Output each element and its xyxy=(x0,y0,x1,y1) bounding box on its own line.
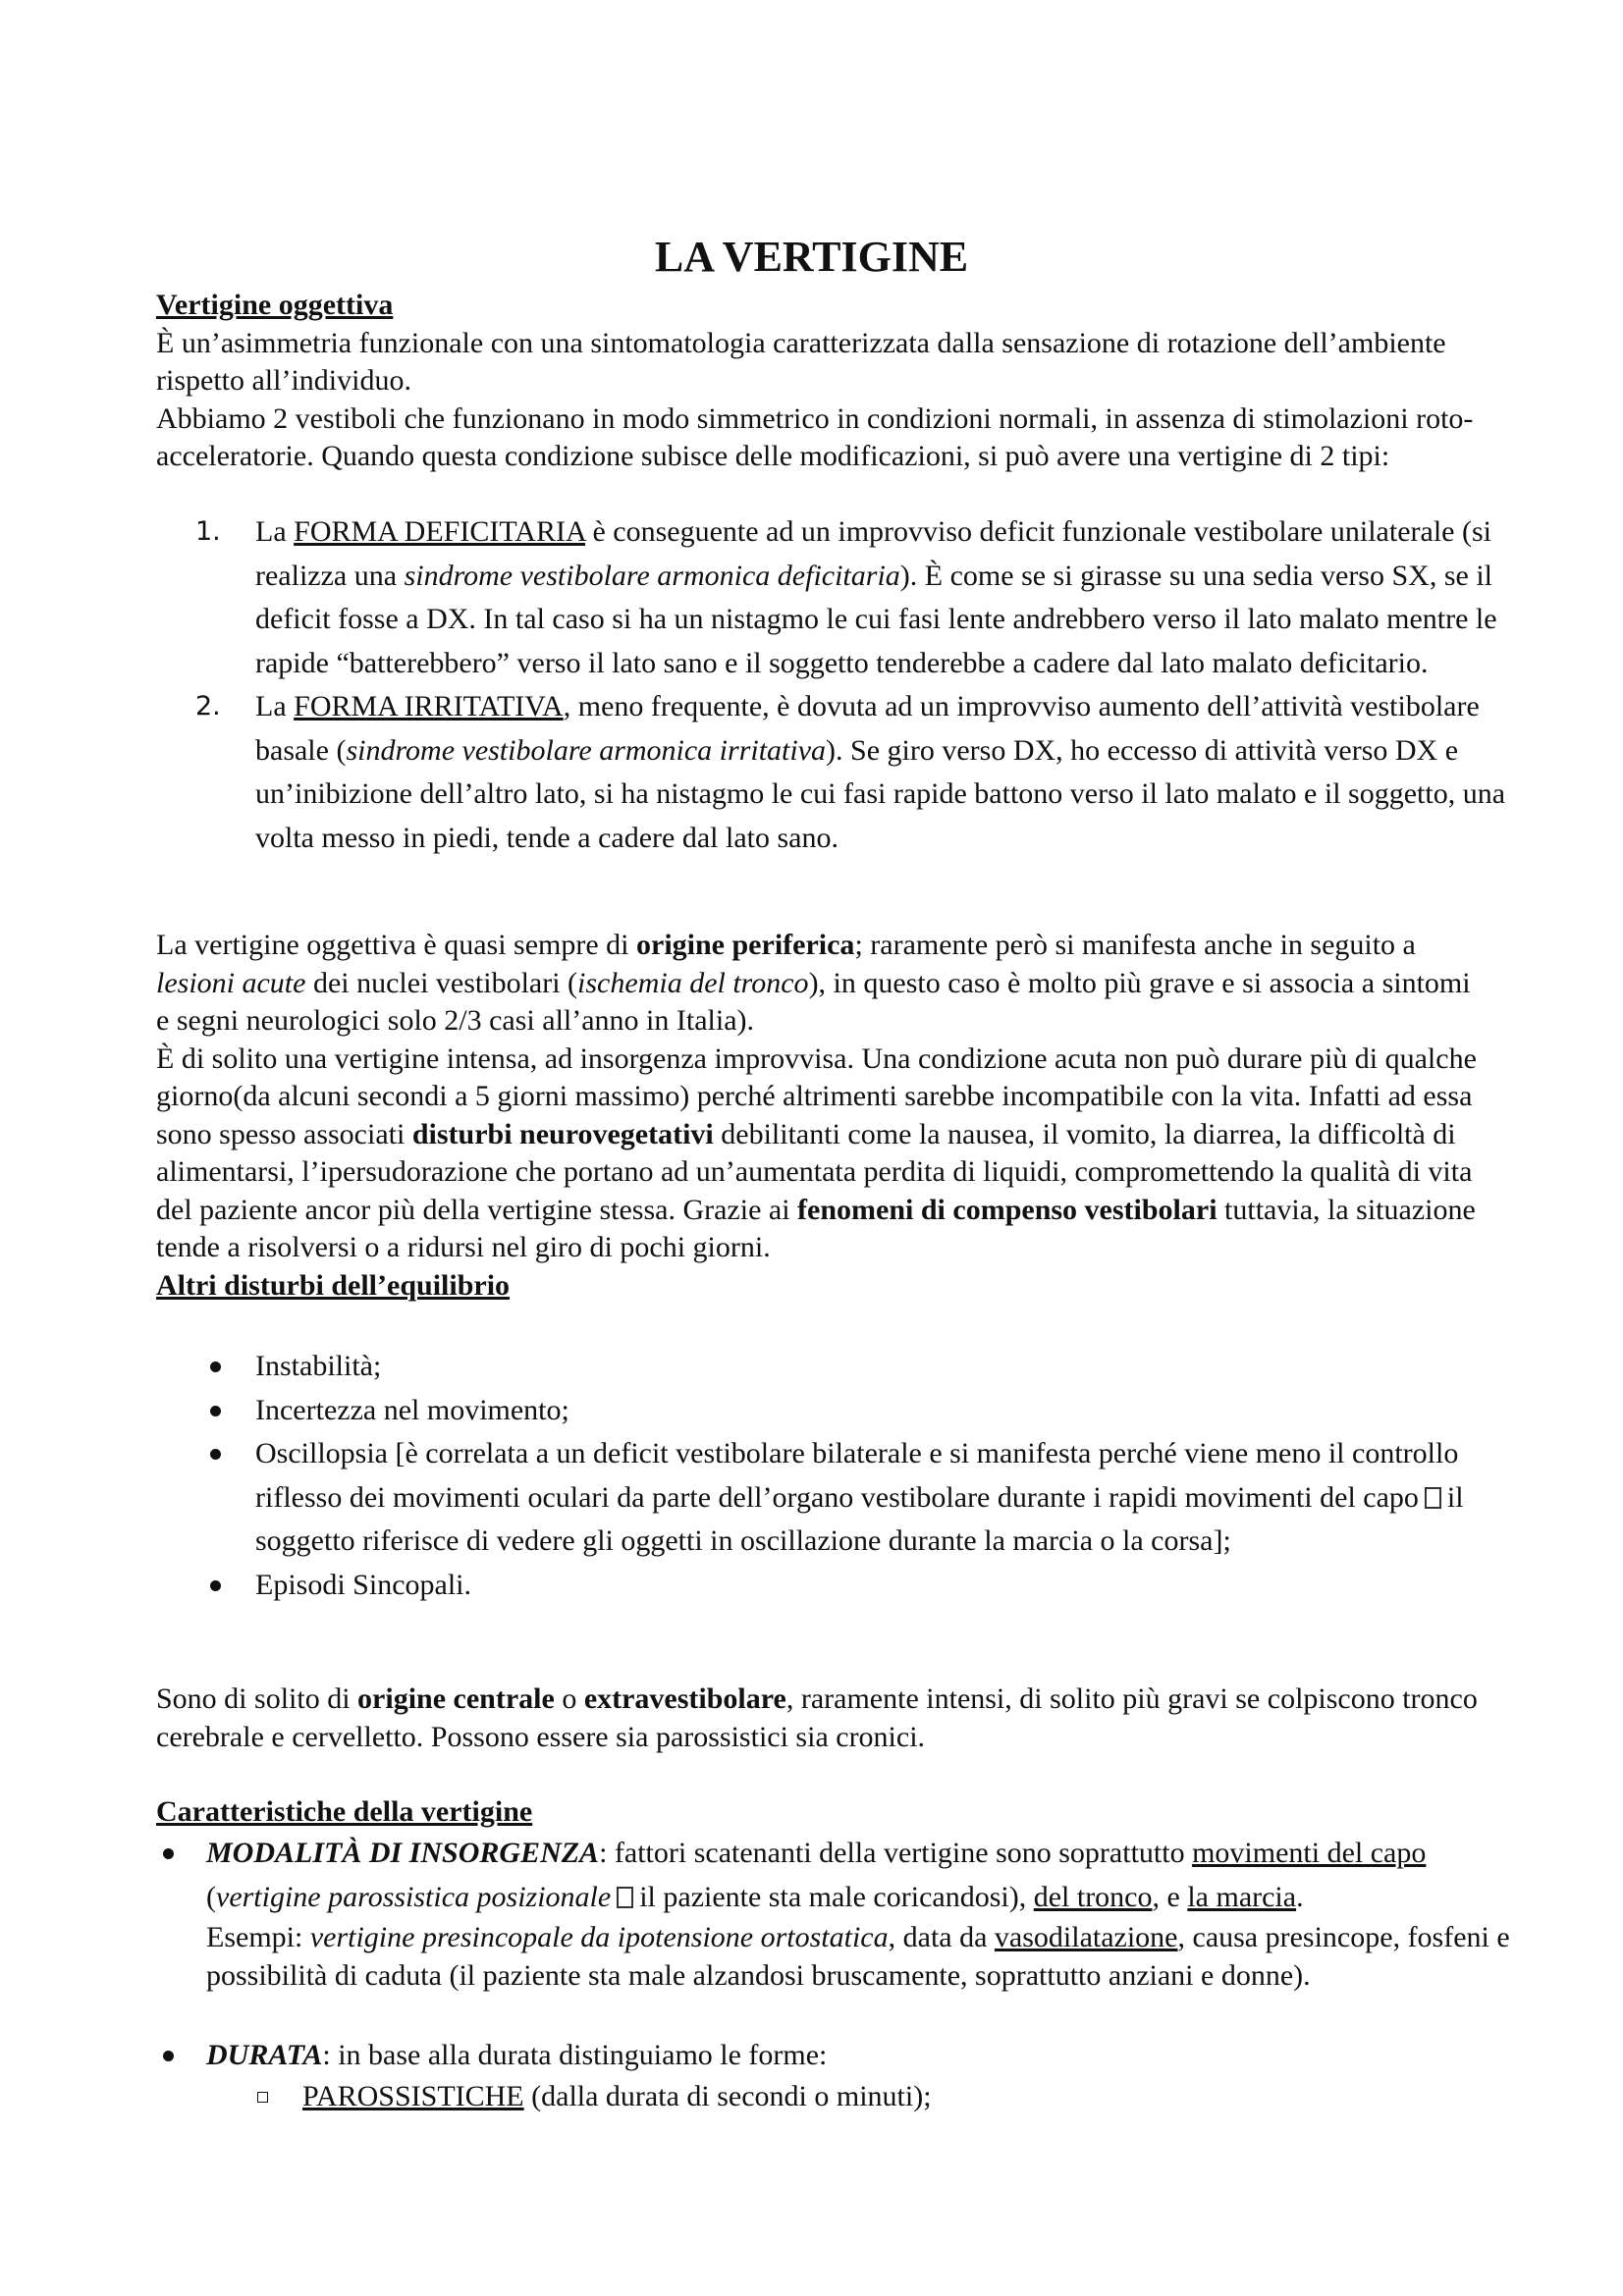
characteristics-list xyxy=(156,1832,1511,2115)
text: Incertezza nel movimento; xyxy=(255,1393,569,1426)
text: il soggetto riferisce di vedere gli oggetti in oscillazione durante la marcia o la corsa]; xyxy=(255,1480,1464,1557)
bullet-icon xyxy=(210,1580,221,1591)
bullet-icon xyxy=(163,2051,174,2061)
body-paragraphs xyxy=(156,927,1482,1305)
underlined-term: FORMA DEFICITARIA xyxy=(294,515,585,548)
list-item xyxy=(156,1345,1511,1389)
list-item xyxy=(156,1389,1511,1433)
list-item xyxy=(156,685,1511,860)
list-item xyxy=(156,1432,1511,1564)
paragraph: Sono di solito di origine centrale o extravestibolare, raramente intensi, di solito più gravi se colpiscono tronco cerebrale e cervelletto. Possono essere sia parossistici sia cronici. xyxy=(156,1682,1478,1753)
bullet-icon xyxy=(210,1449,221,1460)
text: , meno frequente, è dovuta ad un improvviso aumento dell’attività vestibolare basale ( xyxy=(255,690,1480,767)
list-item xyxy=(156,510,1511,685)
text: ). Se giro verso DX, ho eccesso di attività verso DX e un’inibizione dell’altro lato, si ha nistagmo le cui fasi rapide battono verso il lato malato e il soggetto, una volta messo in piedi, tende a cadere dal lato sano. xyxy=(255,733,1506,854)
underlined-term: vasodilatazione xyxy=(994,1921,1178,1953)
missing-arrow-icon xyxy=(617,1887,633,1908)
paragraph: Abbiamo 2 vestiboli che funzionano in modo simmetrico in condizioni normali, in assenza di stimolazioni roto-acceleratorie. Quando questa condizione subisce delle modificazioni, si può avere una vertigine di 2 tipi: xyxy=(156,401,1474,472)
paragraph: È di solito una vertigine intensa, ad insorgenza improvvisa. Una condizione acuta non può durare più di qualche giorno(da alcuni secondi a 5 giorni massimo) perché altrimenti sarebbe incompatibile con la vita. Infatti ad essa sono spesso associati disturbi neurovegetativi debilitanti come la nausea, il vomito, la diarrea, la difficoltà di alimentarsi, l’ipersudorazione che portano ad un’aumentata perdita di liquidi, compromettendo la qualità di vita del paziente ancor più della vertigine stessa. Grazie ai fenomeni di compenso vestibolari tuttavia, la situazione tende a risolversi o a ridursi nel giro di pochi giorni. xyxy=(156,1041,1477,1263)
numbered-list xyxy=(156,510,1511,860)
list-number: 2. xyxy=(195,691,221,721)
underlined-term: del tronco xyxy=(1033,1880,1153,1913)
missing-arrow-icon xyxy=(1425,1487,1441,1509)
underlined-term: movimenti del capo xyxy=(1192,1837,1427,1869)
section-caratteristiche xyxy=(156,1793,1482,1832)
text: La xyxy=(255,690,295,722)
list-number: 1. xyxy=(195,516,221,547)
bullet-icon xyxy=(163,1848,174,1859)
underlined-term: la marcia xyxy=(1187,1880,1297,1913)
italic-term: sindrome vestibolare armonica irritativa xyxy=(346,733,827,767)
item-label: MODALITÀ DI INSORGENZA xyxy=(206,1837,600,1869)
text: è conseguente ad un improvviso deficit funzionale vestibolare unilaterale (si realizza una xyxy=(255,515,1491,592)
sub-list-item: PAROSSISTICHE (dalla durata di secondi o minuti); xyxy=(156,2078,1511,2116)
underlined-term: PAROSSISTICHE xyxy=(302,2079,524,2112)
text: La xyxy=(255,515,295,548)
text: Episodi Sincopali. xyxy=(255,1568,471,1601)
bullet-icon xyxy=(210,1362,221,1372)
paragraph: La vertigine oggettiva è quasi sempre di origine periferica; raramente però si manifesta anche in seguito a lesioni acute dei nuclei vestibolari (ischemia del tronco), in questo caso è molto più grave e si associa a sintomi e segni neurologici solo 2/3 casi all’anno in Italia). xyxy=(156,929,1471,1037)
italic-term: sindrome vestibolare armonica deficitaria xyxy=(404,559,900,592)
item-label: DURATA xyxy=(206,2039,323,2071)
example-paragraph: Esempi: vertigine presincopale da ipotensione ortostatica, data da vasodilatazione, causa presincope, fosfeni e possibilità di caduta (il paziente sta male alzandosi bruscamente, soprattutto anziani e donne). xyxy=(206,1921,1510,1992)
list-item-modalita: MODALITÀ DI INSORGENZA: fattori scatenanti della vertigine sono soprattutto movimenti del capo (vertigine parossistica posizionale il paziente sta male coricandosi), del tronco, e la marcia. Esempi: vertigine presincopale da ipotensione ortostatica, data da vasodilatazione, causa presincope, fosfeni e possibilità di caduta (il paziente sta male alzandosi bruscamente, soprattutto anziani e donne). xyxy=(156,1832,1511,1995)
section-vertigine-oggettiva xyxy=(156,287,1482,476)
text: ). È come se si girasse su una sedia verso SX, se il deficit fosse a DX. In tal caso si ha un nistagmo le cui fasi lente andrebbero verso il lato malato mentre le rapide “batterebbero” verso il lato sano e il soggetto tenderebbe a cadere dal lato malato deficitario. xyxy=(255,559,1497,679)
text: Instabilità; xyxy=(255,1350,382,1382)
list-item xyxy=(156,1564,1511,1608)
square-bullet-icon xyxy=(257,2092,268,2103)
underlined-term: FORMA IRRITATIVA xyxy=(294,690,564,722)
bullet-list xyxy=(156,1345,1511,1607)
body-paragraph xyxy=(156,1681,1482,1756)
section-heading: Altri disturbi dell’equilibrio xyxy=(156,1268,511,1302)
section-heading: Vertigine oggettiva xyxy=(156,289,394,321)
list-item-durata: DURATA: in base alla durata distinguiamo le forme: xyxy=(156,2034,1511,2078)
bullet-icon xyxy=(210,1406,221,1416)
paragraph: È un’asimmetria funzionale con una sintomatologia caratterizzata dalla sensazione di rotazione dell’ambiente rispetto all’individuo. xyxy=(156,326,1446,397)
text: Oscillopsia [è correlata a un deficit vestibolare bilaterale e si manifesta perché viene meno il controllo riflesso dei movimenti oculari da parte dell’organo vestibolare durante i rapidi movimenti del capo xyxy=(255,1437,1459,1514)
section-heading: Caratteristiche della vertigine xyxy=(156,1795,533,1828)
document-title: LA VERTIGINE xyxy=(654,233,969,281)
